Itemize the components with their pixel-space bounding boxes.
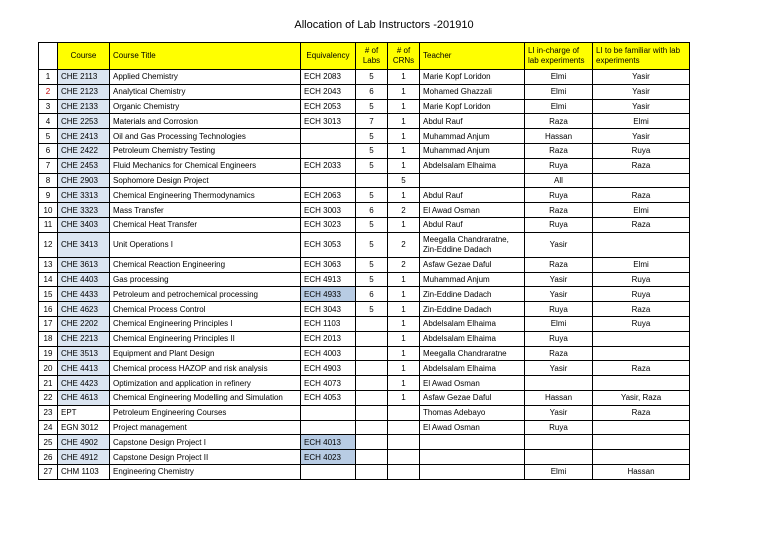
cell-labs: 6 (356, 287, 388, 302)
cell-teacher: Muhammad Anjum (420, 143, 525, 158)
cell-li-incharge: Hassan (525, 129, 593, 144)
table-row (39, 129, 690, 144)
table-row (39, 331, 690, 346)
cell-course-title: Petroleum Chemistry Testing (110, 143, 301, 158)
cell-li-familiar (593, 331, 690, 346)
cell-li-incharge: Yasir (525, 405, 593, 420)
cell-li-incharge: Ruya (525, 188, 593, 203)
cell-teacher: Meegalla Chandraratne, Zin-Eddine Dadach (420, 232, 525, 257)
cell-li-familiar: Yasir (593, 99, 690, 114)
cell-labs (356, 420, 388, 435)
cell-equivalency: ECH 1103 (301, 316, 356, 331)
cell-teacher: Abdelsalam Elhaima (420, 361, 525, 376)
cell-course-title: Optimization and application in refinery (110, 376, 301, 391)
cell-course: CHE 4423 (58, 376, 110, 391)
cell-equivalency: ECH 4933 (301, 287, 356, 302)
cell-course-title: Capstone Design Project I (110, 435, 301, 450)
allocation-table (38, 42, 690, 480)
header-course: Course (58, 43, 110, 70)
cell-labs: 5 (356, 257, 388, 272)
cell-crns: 1 (388, 287, 420, 302)
cell-crns: 1 (388, 302, 420, 317)
cell-number: 24 (39, 420, 58, 435)
cell-li-incharge (525, 376, 593, 391)
cell-teacher: Abdul Rauf (420, 114, 525, 129)
cell-course: CHE 2113 (58, 70, 110, 85)
cell-number: 21 (39, 376, 58, 391)
table-row (39, 464, 690, 479)
cell-equivalency: ECH 2053 (301, 99, 356, 114)
cell-number: 11 (39, 217, 58, 232)
cell-course-title: Oil and Gas Processing Technologies (110, 129, 301, 144)
cell-li-familiar (593, 376, 690, 391)
cell-crns: 1 (388, 188, 420, 203)
cell-equivalency (301, 173, 356, 188)
cell-labs (356, 435, 388, 450)
header-li-familiar: LI to be familiar with lab experiments (593, 43, 690, 70)
cell-number: 14 (39, 272, 58, 287)
table-row (39, 420, 690, 435)
cell-labs: 5 (356, 129, 388, 144)
cell-equivalency: ECH 4053 (301, 390, 356, 405)
cell-teacher (420, 173, 525, 188)
cell-course-title: Unit Operations I (110, 232, 301, 257)
table-row (39, 84, 690, 99)
cell-li-incharge: Hassan (525, 390, 593, 405)
cell-course: CHM 1103 (58, 464, 110, 479)
cell-crns: 1 (388, 143, 420, 158)
cell-li-familiar (593, 346, 690, 361)
table-row (39, 272, 690, 287)
table-row (39, 316, 690, 331)
table-row (39, 99, 690, 114)
cell-li-incharge: Yasir (525, 272, 593, 287)
cell-course: CHE 4623 (58, 302, 110, 317)
cell-equivalency: ECH 3043 (301, 302, 356, 317)
cell-li-familiar: Ruya (593, 272, 690, 287)
cell-equivalency (301, 464, 356, 479)
cell-equivalency: ECH 4013 (301, 435, 356, 450)
table-row (39, 302, 690, 317)
cell-labs: 5 (356, 302, 388, 317)
cell-li-incharge: Yasir (525, 361, 593, 376)
cell-li-incharge (525, 450, 593, 465)
cell-labs (356, 331, 388, 346)
cell-li-familiar (593, 435, 690, 450)
cell-number: 19 (39, 346, 58, 361)
header-labs: # of Labs (356, 43, 388, 70)
cell-li-incharge: Elmi (525, 464, 593, 479)
cell-labs: 5 (356, 217, 388, 232)
cell-crns: 5 (388, 173, 420, 188)
cell-labs: 5 (356, 143, 388, 158)
cell-course-title: Chemical Heat Transfer (110, 217, 301, 232)
cell-li-familiar (593, 173, 690, 188)
cell-equivalency: ECH 2083 (301, 70, 356, 85)
cell-li-familiar: Raza (593, 188, 690, 203)
cell-crns (388, 464, 420, 479)
cell-course-title: Chemical Reaction Engineering (110, 257, 301, 272)
cell-crns: 1 (388, 84, 420, 99)
cell-equivalency: ECH 4073 (301, 376, 356, 391)
cell-teacher: El Awad Osman (420, 376, 525, 391)
cell-li-incharge: Elmi (525, 316, 593, 331)
cell-crns: 1 (388, 316, 420, 331)
cell-course: CHE 2422 (58, 143, 110, 158)
cell-equivalency: ECH 4003 (301, 346, 356, 361)
table-row (39, 114, 690, 129)
cell-li-incharge: Yasir (525, 232, 593, 257)
cell-li-incharge: Ruya (525, 331, 593, 346)
table-row (39, 232, 690, 257)
cell-course-title: Applied Chemistry (110, 70, 301, 85)
cell-crns: 1 (388, 272, 420, 287)
cell-labs (356, 450, 388, 465)
cell-equivalency: ECH 4913 (301, 272, 356, 287)
cell-number: 27 (39, 464, 58, 479)
table-row (39, 257, 690, 272)
header-num (39, 43, 58, 70)
cell-course-title: Engineering Chemistry (110, 464, 301, 479)
cell-teacher (420, 450, 525, 465)
cell-number: 6 (39, 143, 58, 158)
cell-course: CHE 3513 (58, 346, 110, 361)
cell-equivalency: ECH 3063 (301, 257, 356, 272)
cell-labs: 5 (356, 99, 388, 114)
cell-teacher: Abdelsalam Elhaima (420, 331, 525, 346)
table-row (39, 405, 690, 420)
cell-course: CHE 3613 (58, 257, 110, 272)
cell-teacher (420, 435, 525, 450)
cell-teacher: Muhammad Anjum (420, 129, 525, 144)
cell-equivalency: ECH 2033 (301, 158, 356, 173)
header-li-incharge: LI in-charge of lab experiments (525, 43, 593, 70)
cell-number: 1 (39, 70, 58, 85)
cell-equivalency: ECH 4023 (301, 450, 356, 465)
cell-course: CHE 3323 (58, 203, 110, 218)
cell-teacher (420, 464, 525, 479)
cell-equivalency: ECH 2043 (301, 84, 356, 99)
cell-teacher: Abdul Rauf (420, 217, 525, 232)
cell-li-incharge: All (525, 173, 593, 188)
cell-course-title: Chemical Engineering Principles II (110, 331, 301, 346)
cell-number: 5 (39, 129, 58, 144)
cell-li-familiar: Yasir, Raza (593, 390, 690, 405)
cell-course: CHE 3403 (58, 217, 110, 232)
cell-course: CHE 2903 (58, 173, 110, 188)
cell-li-incharge: Raza (525, 203, 593, 218)
table-row (39, 203, 690, 218)
cell-li-incharge: Ruya (525, 420, 593, 435)
cell-equivalency (301, 143, 356, 158)
cell-li-incharge: Ruya (525, 217, 593, 232)
cell-teacher: Abdelsalam Elhaima (420, 316, 525, 331)
cell-course: CHE 2213 (58, 331, 110, 346)
cell-labs: 5 (356, 70, 388, 85)
cell-teacher: Zin-Eddine Dadach (420, 287, 525, 302)
cell-number: 17 (39, 316, 58, 331)
cell-labs (356, 173, 388, 188)
cell-number: 3 (39, 99, 58, 114)
cell-course: EPT (58, 405, 110, 420)
cell-course-title: Chemical process HAZOP and risk analysis (110, 361, 301, 376)
cell-li-familiar (593, 450, 690, 465)
header-course-title: Course Title (110, 43, 301, 70)
cell-crns: 1 (388, 361, 420, 376)
cell-li-incharge: Raza (525, 143, 593, 158)
cell-course: CHE 4433 (58, 287, 110, 302)
cell-teacher: Asfaw Gezae Daful (420, 390, 525, 405)
header-equivalency: Equivalency (301, 43, 356, 70)
cell-equivalency (301, 129, 356, 144)
cell-number: 22 (39, 390, 58, 405)
table-row (39, 173, 690, 188)
cell-li-incharge (525, 435, 593, 450)
cell-li-incharge: Raza (525, 114, 593, 129)
cell-teacher: Abdelsalam Elhaima (420, 158, 525, 173)
cell-li-familiar: Raza (593, 217, 690, 232)
cell-li-familiar: Raza (593, 158, 690, 173)
cell-number: 23 (39, 405, 58, 420)
table-row (39, 217, 690, 232)
cell-number: 7 (39, 158, 58, 173)
cell-li-incharge: Raza (525, 346, 593, 361)
cell-li-familiar: Elmi (593, 114, 690, 129)
cell-course: CHE 2413 (58, 129, 110, 144)
cell-labs: 5 (356, 272, 388, 287)
cell-equivalency: ECH 2063 (301, 188, 356, 203)
cell-li-familiar: Ruya (593, 316, 690, 331)
table-row (39, 70, 690, 85)
table-row (39, 143, 690, 158)
cell-teacher: Marie Kopf Loridon (420, 70, 525, 85)
cell-li-familiar: Elmi (593, 257, 690, 272)
cell-li-familiar: Yasir (593, 84, 690, 99)
cell-labs: 5 (356, 232, 388, 257)
cell-teacher: Meegalla Chandraratne (420, 346, 525, 361)
cell-teacher: Thomas Adebayo (420, 405, 525, 420)
cell-course-title: Fluid Mechanics for Chemical Engineers (110, 158, 301, 173)
cell-course-title: Gas processing (110, 272, 301, 287)
cell-course: CHE 4912 (58, 450, 110, 465)
table-row (39, 390, 690, 405)
cell-course-title: Petroleum and petrochemical processing (110, 287, 301, 302)
cell-equivalency: ECH 2013 (301, 331, 356, 346)
cell-li-familiar (593, 420, 690, 435)
cell-li-incharge: Ruya (525, 158, 593, 173)
cell-li-incharge: Raza (525, 257, 593, 272)
cell-course: CHE 3313 (58, 188, 110, 203)
cell-crns: 2 (388, 257, 420, 272)
cell-number: 26 (39, 450, 58, 465)
table-row (39, 158, 690, 173)
table-row (39, 188, 690, 203)
cell-crns: 2 (388, 232, 420, 257)
cell-crns: 1 (388, 114, 420, 129)
cell-course: CHE 3413 (58, 232, 110, 257)
table-row (39, 435, 690, 450)
cell-teacher: Marie Kopf Loridon (420, 99, 525, 114)
cell-crns (388, 420, 420, 435)
cell-number: 4 (39, 114, 58, 129)
cell-li-incharge: Elmi (525, 84, 593, 99)
table-row (39, 450, 690, 465)
cell-li-familiar: Raza (593, 302, 690, 317)
cell-teacher: Muhammad Anjum (420, 272, 525, 287)
document-title: Allocation of Lab Instructors -201910 (294, 19, 474, 31)
cell-li-familiar: Elmi (593, 203, 690, 218)
cell-labs: 6 (356, 203, 388, 218)
cell-labs (356, 405, 388, 420)
cell-crns: 1 (388, 99, 420, 114)
cell-li-incharge: Elmi (525, 70, 593, 85)
cell-labs (356, 390, 388, 405)
table-row (39, 346, 690, 361)
cell-number: 10 (39, 203, 58, 218)
cell-labs (356, 464, 388, 479)
cell-crns: 1 (388, 390, 420, 405)
header-teacher: Teacher (420, 43, 525, 70)
cell-labs: 7 (356, 114, 388, 129)
cell-equivalency: ECH 4903 (301, 361, 356, 376)
cell-course: CHE 2453 (58, 158, 110, 173)
cell-course-title: Project management (110, 420, 301, 435)
cell-teacher: Mohamed Ghazzali (420, 84, 525, 99)
cell-crns: 1 (388, 331, 420, 346)
cell-course-title: Analytical Chemistry (110, 84, 301, 99)
cell-crns: 1 (388, 158, 420, 173)
cell-number: 16 (39, 302, 58, 317)
cell-labs (356, 376, 388, 391)
cell-li-familiar: Ruya (593, 143, 690, 158)
cell-number: 15 (39, 287, 58, 302)
cell-course: CHE 4613 (58, 390, 110, 405)
cell-number: 12 (39, 232, 58, 257)
cell-li-familiar: Yasir (593, 129, 690, 144)
cell-course-title: Sophomore Design Project (110, 173, 301, 188)
cell-course: CHE 2202 (58, 316, 110, 331)
cell-li-familiar: Raza (593, 361, 690, 376)
cell-course: CHE 2133 (58, 99, 110, 114)
cell-course: CHE 2253 (58, 114, 110, 129)
cell-labs (356, 346, 388, 361)
cell-course-title: Chemical Engineering Thermodynamics (110, 188, 301, 203)
table-body (39, 70, 690, 480)
cell-equivalency: ECH 3013 (301, 114, 356, 129)
cell-equivalency (301, 420, 356, 435)
cell-teacher: Zin-Eddine Dadach (420, 302, 525, 317)
cell-number: 8 (39, 173, 58, 188)
table-row (39, 376, 690, 391)
cell-equivalency: ECH 3053 (301, 232, 356, 257)
cell-teacher: Asfaw Gezae Daful (420, 257, 525, 272)
cell-course-title: Capstone Design Project II (110, 450, 301, 465)
cell-number: 13 (39, 257, 58, 272)
cell-course: EGN 3012 (58, 420, 110, 435)
table-row (39, 287, 690, 302)
cell-number: 2 (39, 84, 58, 99)
cell-crns (388, 450, 420, 465)
cell-course: CHE 2123 (58, 84, 110, 99)
cell-course-title: Chemical Engineering Principles I (110, 316, 301, 331)
cell-crns: 1 (388, 129, 420, 144)
cell-li-incharge: Yasir (525, 287, 593, 302)
cell-crns: 1 (388, 70, 420, 85)
cell-course-title: Equipment and Plant Design (110, 346, 301, 361)
cell-li-familiar (593, 232, 690, 257)
cell-li-familiar: Yasir (593, 70, 690, 85)
header-row (39, 43, 690, 70)
cell-li-familiar: Raza (593, 405, 690, 420)
cell-course-title: Organic Chemistry (110, 99, 301, 114)
cell-labs: 5 (356, 158, 388, 173)
cell-crns (388, 435, 420, 450)
cell-crns: 2 (388, 203, 420, 218)
cell-teacher: El Awad Osman (420, 420, 525, 435)
cell-equivalency (301, 405, 356, 420)
cell-course-title: Mass Transfer (110, 203, 301, 218)
cell-course-title: Materials and Corrosion (110, 114, 301, 129)
cell-crns: 1 (388, 376, 420, 391)
cell-li-familiar: Hassan (593, 464, 690, 479)
cell-labs (356, 361, 388, 376)
cell-teacher: El Awad Osman (420, 203, 525, 218)
cell-course: CHE 4413 (58, 361, 110, 376)
cell-number: 9 (39, 188, 58, 203)
cell-crns: 1 (388, 217, 420, 232)
cell-labs: 6 (356, 84, 388, 99)
cell-li-incharge: Elmi (525, 99, 593, 114)
cell-crns: 1 (388, 346, 420, 361)
table-row (39, 361, 690, 376)
cell-course-title: Petroleum Engineering Courses (110, 405, 301, 420)
cell-labs: 5 (356, 188, 388, 203)
cell-number: 20 (39, 361, 58, 376)
cell-teacher: Abdul Rauf (420, 188, 525, 203)
cell-equivalency: ECH 3023 (301, 217, 356, 232)
cell-course-title: Chemical Process Control (110, 302, 301, 317)
cell-crns (388, 405, 420, 420)
cell-course: CHE 4902 (58, 435, 110, 450)
cell-course: CHE 4403 (58, 272, 110, 287)
cell-labs (356, 316, 388, 331)
cell-li-familiar: Ruya (593, 287, 690, 302)
cell-number: 25 (39, 435, 58, 450)
header-crns: # of CRNs (388, 43, 420, 70)
cell-number: 18 (39, 331, 58, 346)
cell-li-incharge: Ruya (525, 302, 593, 317)
cell-course-title: Chemical Engineering Modelling and Simulation (110, 390, 301, 405)
cell-equivalency: ECH 3003 (301, 203, 356, 218)
